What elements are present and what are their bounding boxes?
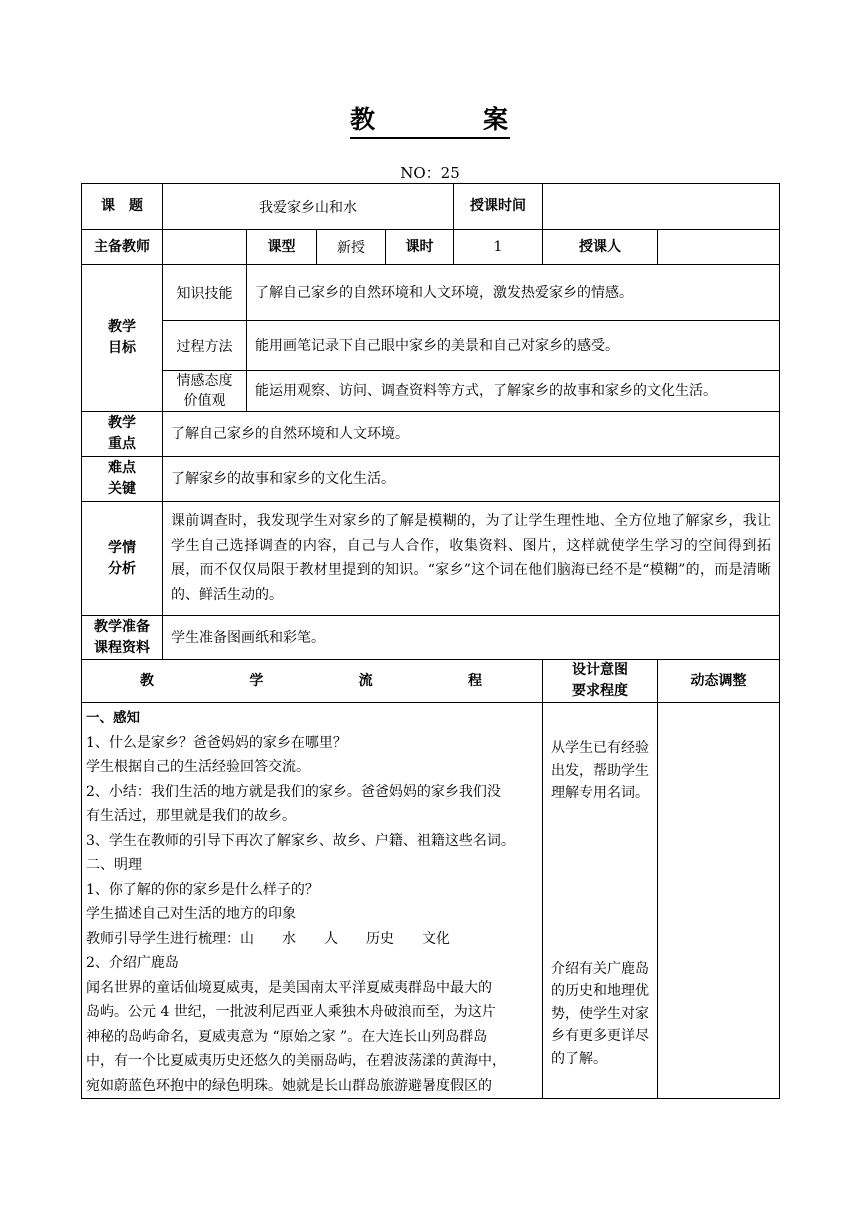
- process-line: 闻名世界的童话仙境夏威夷，是美国南太平洋夏威夷群岛中最大的: [86, 979, 492, 996]
- design-intent-cell: [543, 703, 658, 1099]
- topic-row: [82, 184, 780, 230]
- design-note: 从学生已有经验出发，帮助学生理解专用名词。: [551, 740, 649, 801]
- adjust-header: 动态调整: [658, 660, 780, 703]
- goals-label: 教学 目标: [82, 265, 163, 412]
- analysis-row: [82, 502, 780, 616]
- analysis-text: 课前调查时，我发现学生对家乡的了解是模糊的，为了让学生理性地、全方位地了解家乡，我让学生自己选择调查的内容，自己与人合作，收集资料、图片，这样就使学生学习的空间得到拓展，而不仅仅局限于教材里提到的知识。“家乡”这个词在他们脑海已经不是“模糊”的，而是清晰的、鲜活生动的。: [163, 502, 780, 616]
- focus-text: 了解自己家乡的自然环境和人文环境。: [163, 412, 780, 457]
- prep-text: 学生准备图画纸和彩笔。: [163, 616, 780, 660]
- process-line: 学生根据自己的生活经验回答交流。: [86, 759, 310, 775]
- process-line: 宛如蔚蓝色环抱中的绿色明珠。她就是长山群岛旅游避暑度假区的: [86, 1077, 492, 1094]
- analysis-label: 学情 分析: [82, 502, 163, 616]
- process-line: 二、明理: [86, 857, 142, 873]
- time-label: 授课时间: [454, 184, 543, 230]
- goal-name: 情感态度 价值观: [163, 371, 247, 412]
- hours-value: 1: [454, 230, 543, 265]
- goal-text: 能运用观察、访问、调查资料等方式，了解家乡的故事和家乡的文化生活。: [247, 371, 780, 412]
- type-value: 新授: [317, 230, 386, 265]
- goal-row: [82, 321, 780, 371]
- design-note: 介绍有关广鹿岛的历史和地理优势，使学生对家乡有更多更详尽的了解。: [551, 960, 649, 1067]
- focus-label: 教学 重点: [82, 412, 163, 457]
- goal-name: 过程方法: [163, 321, 247, 371]
- topic-label: 课 题: [82, 184, 163, 230]
- prep-row: [82, 616, 780, 660]
- time-value: [543, 184, 780, 230]
- difficulty-row: [82, 457, 780, 502]
- process-line: 一、感知: [86, 710, 140, 726]
- goal-row: [82, 265, 780, 321]
- teacher-label: 授课人: [543, 230, 658, 265]
- process-body-row: [82, 703, 780, 1099]
- prep-label: 教学准备 课程资料: [82, 616, 163, 660]
- document-title: 教 案: [0, 100, 860, 139]
- hours-label: 课时: [386, 230, 454, 265]
- lesson-number: NO：25: [400, 164, 460, 182]
- process-line: 2、小结：我们生活的地方就是我们的家乡。爸爸妈妈的家乡我们没: [86, 783, 501, 800]
- process-line: 2、介绍广鹿岛: [86, 955, 179, 971]
- goal-name: 知识技能: [163, 265, 247, 321]
- teacher-value: [658, 230, 780, 265]
- topic-value: 我爱家乡山和水: [163, 184, 454, 230]
- type-label: 课型: [247, 230, 317, 265]
- teacher-row: [82, 230, 780, 265]
- goal-text: 能用画笔记录下自己眼中家乡的美景和自己对家乡的感受。: [247, 321, 780, 371]
- process-line: 1、你了解的你的家乡是什么样子的？: [86, 881, 319, 898]
- process-header: 教 学 流 程: [82, 660, 543, 703]
- goal-text: 了解自己家乡的自然环境和人文环境，激发热爱家乡的情感。: [247, 265, 780, 321]
- goal-row: [82, 371, 780, 412]
- process-line: 有生活过，那里就是我们的故乡。: [86, 808, 296, 824]
- process-line: 1、什么是家乡？爸爸妈妈的家乡在哪里？: [86, 734, 347, 751]
- design-intent-header: 设计意图 要求程度: [543, 660, 658, 703]
- process-line: 岛屿。公元 4 世纪，一批波利尼西亚人乘独木舟破浪而至，为这片: [86, 1004, 496, 1020]
- lesson-plan-table: [81, 183, 780, 1099]
- process-line: 学生描述自己对生活的地方的印象: [86, 906, 296, 922]
- focus-row: [82, 412, 780, 457]
- lead-teacher-label: 主备教师: [82, 230, 163, 265]
- adjust-cell: [658, 703, 780, 1099]
- lead-teacher-value: [163, 230, 247, 265]
- process-line: 3、学生在教师的引导下再次了解家乡、故乡、户籍、祖籍这些名词。: [86, 832, 515, 849]
- process-body: [82, 703, 543, 1099]
- process-line: 中，有一个比夏威夷历史还悠久的美丽岛屿，在碧波荡漾的黄海中，: [86, 1053, 506, 1069]
- process-line: 教师引导学生进行梳理：山 水 人 历史 文化: [86, 930, 450, 947]
- process-line: 神秘的岛屿命名，夏威夷意为 “原始之家 ”。在大连长山列岛群岛: [86, 1028, 488, 1045]
- process-header-row: [82, 660, 780, 703]
- difficulty-text: 了解家乡的故事和家乡的文化生活。: [163, 457, 780, 502]
- difficulty-label: 难点 关键: [82, 457, 163, 502]
